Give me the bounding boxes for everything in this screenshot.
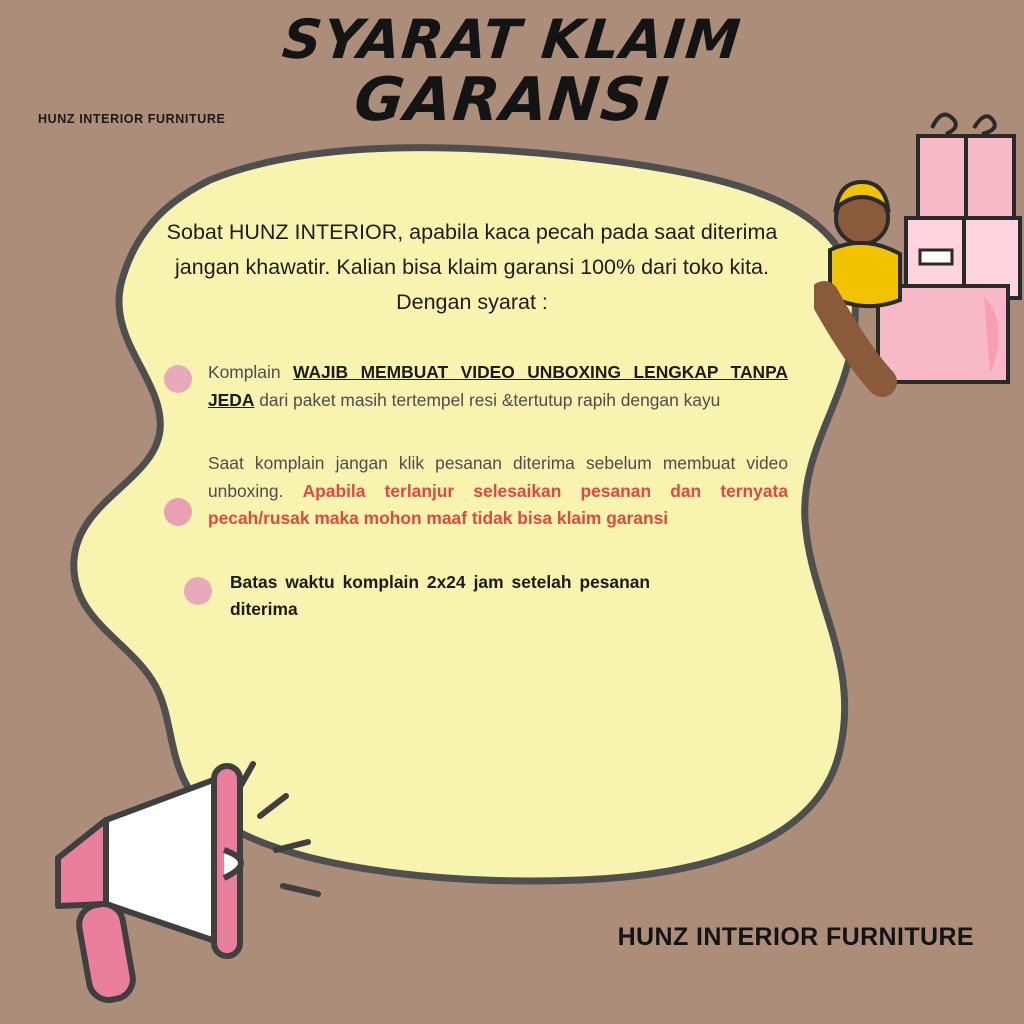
list-item-lead: Komplain (208, 362, 293, 383)
list-item-emphasis: WAJIB MEMBUAT VIDEO UNBOXING LENGKAP TANPA JEDA (208, 362, 788, 410)
list-item-lead: Saat komplain jangan klik pesanan diterima sebelum membuat video unboxing. (208, 453, 788, 501)
page-title-line-2: GARANSI (351, 64, 674, 135)
bullet-dot-icon (164, 498, 192, 526)
megaphone-icon (28, 754, 358, 1014)
bullet-dot-icon (164, 365, 192, 393)
list-item (150, 450, 850, 533)
intro-paragraph: Sobat HUNZ INTERIOR, apabila kaca pecah pada saat diterima jangan khawatir. Kalian bisa klaim garansi 100% dari toko kita. Dengan syarat : (166, 220, 778, 314)
requirements-list (150, 359, 850, 624)
list-item-tail: dari paket masih tertempel resi &tertutup rapih dengan kayu (254, 389, 721, 410)
list-item-text (230, 569, 650, 624)
list-item-emphasis: Apabila terlanjur selesaikan pesanan dan ternyata pecah/rusak maka mohon maaf tidak bisa klaim garansi (208, 480, 788, 529)
list-item-emphasis: Batas waktu komplain 2x24 jam setelah pesanan diterima (230, 571, 650, 620)
brand-label-top: HUNZ INTERIOR FURNITURE (38, 112, 226, 126)
bullet-dot-icon (184, 577, 212, 605)
list-item-text (208, 359, 788, 414)
content-area (150, 215, 850, 660)
brand-label-bottom: HUNZ INTERIOR FURNITURE (617, 923, 974, 951)
list-item-text (208, 450, 788, 533)
list-item (150, 569, 850, 624)
list-item (150, 359, 850, 414)
gift-boxes-icon (814, 100, 1024, 400)
page-title-line-1: SYARAT KLAIM (279, 8, 745, 71)
